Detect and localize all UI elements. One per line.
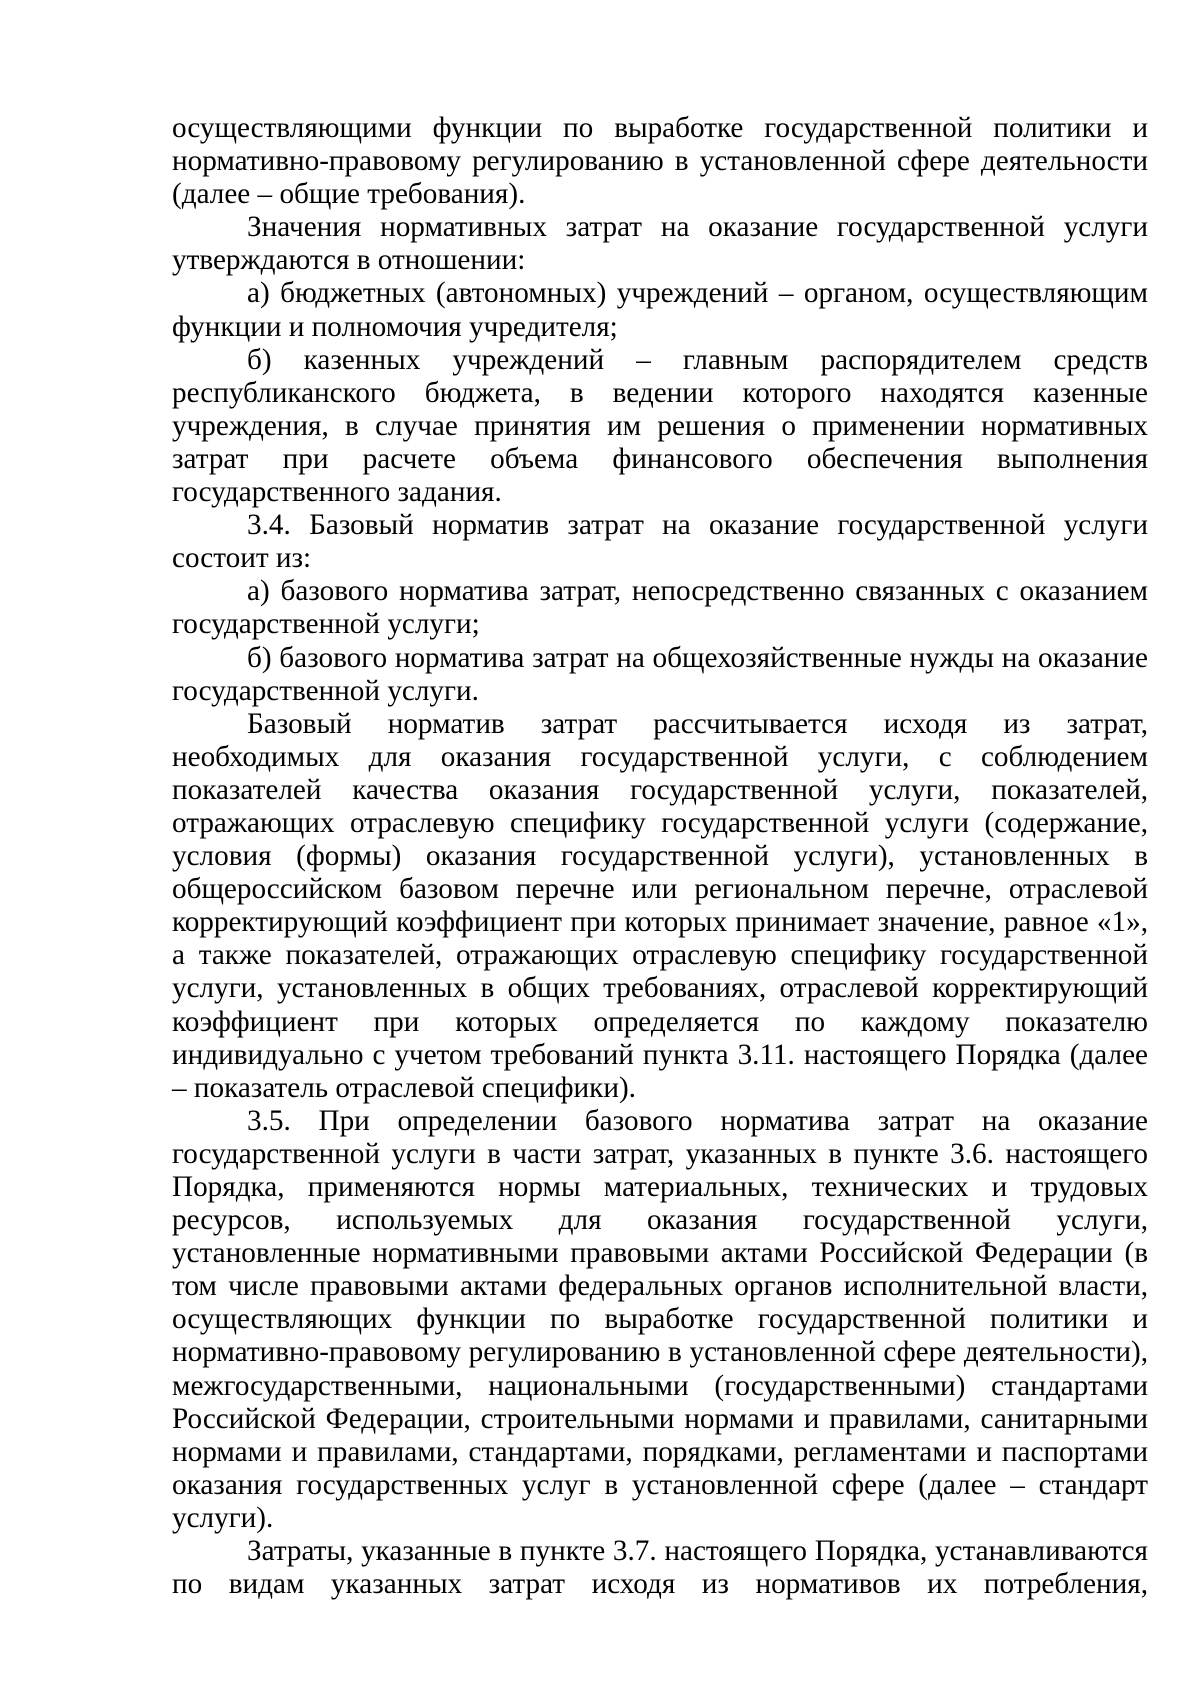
paragraph-3-5-norms: 3.5. При определении базового норматива затрат на оказание государственной услуги в части затрат, указанных в пункте 3.6. настоящего Порядка, применяются нормы материальных, технических и трудовых ресурсов, используемых для оказания государственной услуги, установленные нормативными правовыми актами Российской Федерации (в том числе правовыми актами федеральных органов исполнительной власти, осуществляющих функции по выработке государственной политики и нормативно-правовому регулированию в установленной сфере деятельности), межгосударственными, национальными (государственными) стандартами Российской Федерации, строительными нормами и правилами, санитарными нормами и правилами, стандартами, порядками, регламентами и паспортами оказания государственных услуг в установленной сфере (далее – стандарт услуги). [172, 1104, 1148, 1534]
paragraph-costs-3-7: Затраты, указанные в пункте 3.7. настоящего Порядка, устанавливаются по видам указанных затрат исходя из нормативов их потребления, [172, 1535, 1148, 1601]
paragraph-3-4-base-standard: 3.4. Базовый норматив затрат на оказание государственной услуги состоит из: [172, 509, 1148, 575]
paragraph-general-requirements: осуществляющими функции по выработке государственной политики и нормативно-правовому регулированию в установленной сфере деятельности (далее – общие требования). [172, 112, 1148, 211]
document-page [172, 112, 1148, 1601]
paragraph-3-4-item-b: б) базового норматива затрат на общехозяйственные нужды на оказание государственной услуги. [172, 641, 1148, 707]
paragraph-item-a-budget-institutions: а) бюджетных (автономных) учреждений – органом, осуществляющим функции и полномочия учредителя; [172, 277, 1148, 343]
paragraph-base-standard-calculation: Базовый норматив затрат рассчитывается исходя из затрат, необходимых для оказания государственной услуги, с соблюдением показателей качества оказания государственной услуги, показателей, отражающих отраслевую специфику государственной услуги (содержание, условия (формы) оказания государственной услуги), установленных в общероссийском базовом перечне или региональном перечне, отраслевой корректирующий коэффициент при которых принимает значение, равное «1», а также показателей, отражающих отраслевую специфику государственной услуги, установленных в общих требованиях, отраслевой корректирующий коэффициент при которых определяется по каждому показателю индивидуально с учетом требований пункта 3.11. настоящего Порядка (далее – показатель отраслевой специфики). [172, 707, 1148, 1104]
paragraph-item-b-state-institutions: б) казенных учреждений – главным распорядителем средств республиканского бюджета, в ведении которого находятся казенные учреждения, в случае принятия им решения о применении нормативных затрат при расчете объема финансового обеспечения выполнения государственного задания. [172, 343, 1148, 509]
paragraph-3-4-item-a: а) базового норматива затрат, непосредственно связанных с оказанием государственной услуги; [172, 575, 1148, 641]
paragraph-cost-values-approval: Значения нормативных затрат на оказание государственной услуги утверждаются в отношении: [172, 211, 1148, 277]
